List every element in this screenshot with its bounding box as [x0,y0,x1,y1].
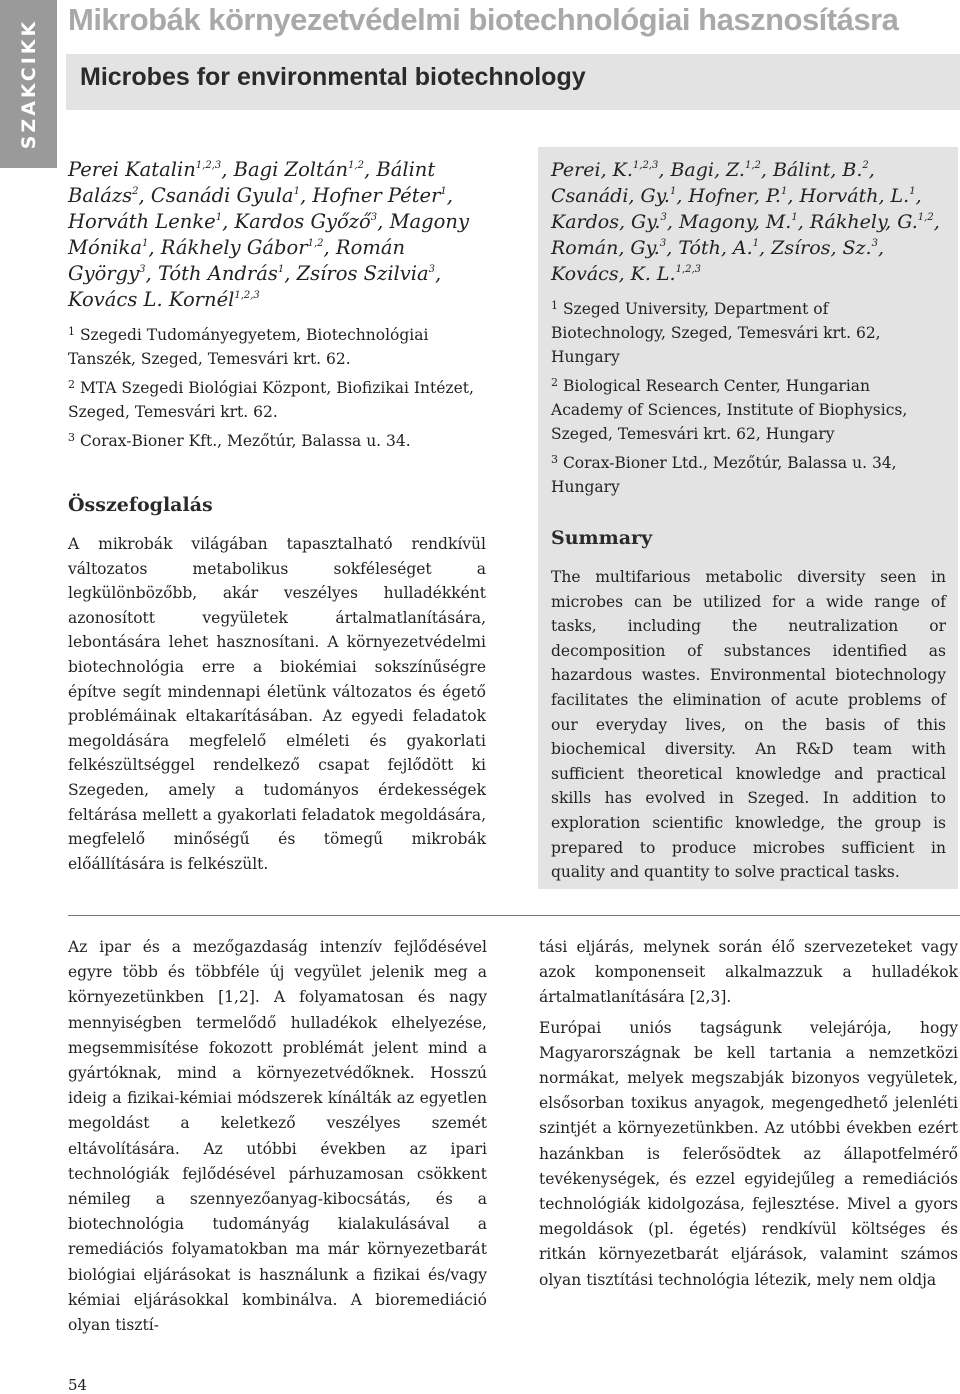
author-affiliation-marker: 1 [752,238,760,249]
author-name: Magony Mónika [68,210,469,259]
author-affiliation-marker: 3 [139,264,146,275]
author-name: Kovács, K. L. [551,263,676,285]
author-name: Bagi, Z. [670,159,745,181]
abstract-en-heading: Summary [551,527,653,549]
author-name: Magony, M. [678,211,792,233]
author-name: Perei, K. [551,159,633,181]
affiliation [551,451,946,499]
abstract-hu [68,494,486,876]
author-name: Kardos, Gy. [551,211,661,233]
affiliation-text: MTA Szegedi Biológiai Központ, Biofizikai Intézet, Szeged, Temesvári krt. 62. [68,379,474,421]
author-name: Román, Gy. [551,237,660,259]
author-name: Csanádi, Gy. [551,185,670,207]
author-affiliation-marker: 3 [428,264,436,275]
author-affiliation-marker: 1,2,3 [195,160,222,171]
author-affiliation-marker: 1 [215,212,223,223]
affiliation-text: Corax-Bioner Kft., Mezőtúr, Balassa u. 34. [79,432,411,450]
author-affiliation-marker: 3 [370,212,378,223]
author-name: Horváth, L. [799,185,910,207]
author-affiliation-marker: 1 [440,186,447,197]
author-affiliation-marker: 1 [780,186,788,197]
abstract-en-text: The multifarious metabolic diversity seen in microbes can be utilized for a wide range of tasks, including the neutralization or decomposition of substances identified as hazardous wastes. Environmental biotechnology facilitates the elimination of acute problems of our everyday lives, on the basis of this biochemical diversity. An R&D team with sufficient theoretical knowledge and practical skills has evolved in Szeged. In addition to exploration scientific knowledge, the group is prepared to produce microbes sufficient in quality and quantity to solve practical tasks. [551,568,946,882]
author-name: Bálint, B. [772,159,863,181]
english-title-band [66,54,960,110]
author-affiliation-marker: 1,2 [917,212,934,223]
author-affiliation-marker: 2 [862,160,869,171]
author-name: Kovács L. Kornél [68,288,235,311]
affiliation-text: Corax-Bioner Ltd., Mezőtúr, Balassa u. 34, Hungary [551,454,897,496]
author-name: Kardos Győző [234,210,371,233]
author-affiliation-marker: 3 [871,238,878,249]
author-affiliation-marker: 1 [293,186,300,197]
author-affiliation-marker: 1,2,3 [675,264,702,275]
author-name: Hofner, P. [688,185,781,207]
affiliation-text: Szeged University, Department of Biotechnology, Szeged, Temesvári krt. 62, Hungary [551,300,881,366]
author-name: Csanádi Gyula [150,184,294,207]
author-name: Zsíros Szilvia [296,262,429,285]
author-affiliation-marker: 1,2 [744,160,761,171]
author-affiliation-marker: 3 [660,212,667,223]
author-affiliation-marker: 2 [132,186,139,197]
affiliations-hu [68,323,488,453]
section-tab-label: SZAKCIKK [17,18,40,150]
author-name: Perei Katalin [68,158,196,181]
english-title: Microbes for environmental biotechnology [80,63,586,91]
section-tab [0,0,57,168]
abstract-hu-text: A mikrobák világában tapasztalható rendkívül változatos metabolikus sokféleséget a legkülönbözőbb, akár veszélyes hulladékként azonosított vegyületek ártalmatlanítására, lebontására lehet hasznosítani. A környezetvédelmi biotechnológia erre a biokémiai sokszínűségre építve segít mindennapi életünk változatos és égető problémáinak eltakarításában. Az egyedi feladatok megoldására megfelelő elméleti és gyakorlati felkészültséggel rendelkező csapat fejlődött ki Szegeden, amely a tudományos érdekességek feltárása mellett a gyakorlati feladatok megoldására, megfelelő minőségű és tömegű mikrobák előállítására is felkészült. [68,535,486,873]
authors-en: Perei, K.$^{1,2,3}$, Bagi, Z.$^{1,2}$, Bálint, B.$^2$, Csanádi, Gy.$^1$, Hofner, P.$^1$, Horváth, L.$^1$, Kardos, Gy.$^3$, Magony, M.$^1$, Rákhely, G.$^{1,2}$, Román, Gy.$^3$, Tóth, A.$^1$, Zsíros, Sz.$^3$, Kovács, K. L.$^{1,2,3}$ [551,159,940,285]
affiliation [551,374,946,446]
author-name: Román György [68,236,406,285]
author-affiliation-marker: 1 [791,212,798,223]
abstract-hu-heading: Összefoglalás [68,494,213,516]
author-name: Bagi Zoltán [233,158,349,181]
author-affiliation-marker: 1 [669,186,677,197]
page-number: 54 [68,1376,88,1394]
author-name: Bálint Balázs [68,158,436,207]
english-abstract-box [538,147,958,889]
authors-hu: Perei Katalin$^{1,2,3}$, Bagi Zoltán$^{1,2}$, Bálint Balázs$^2$, Csanádi Gyula$^1$, Hofner Péter$^1$, Horváth Lenke$^1$, Kardos Győző$^3$, Magony Mónika$^1$, Rákhely Gábor$^{1,2}$, Román György$^3$, Tóth András$^1$, Zsíros Szilvia$^3$, Kovács L. Kornél$^{1,2,3}$ [68,158,469,311]
body-paragraph: Az ipar és a mezőgazdaság intenzív fejlődésével egyre több és többféle új vegyület jelenik meg a környezetünkben [1,2]. A folyamatosan és nagy mennyiségben termelődő hulladékok elhelyezése, megsemmisítése fokozott problémát jelent mind a gyártóknak, mind a környezetvédőknek. Hosszú ideig a fizikai-kémiai módszerek kínálták az egyetlen megoldást a keletkező veszélyes szemét eltávolítására. Az utóbbi években az ipari technológiák fejlődésével párhuzamosan csökkent némileg a szennyezőanyag-kibocsátás, és a biotechnológia tudományág kialakulásával a remediációs folyamatokban ma már környezetbarát biológiai eljárásokat is használunk a fizikai és/vagy kémiai eljárásokkal kombinálva. A bioremediáció olyan tisztí- [68,938,487,1335]
author-name: Rákhely Gábor [160,236,308,259]
author-affiliation-marker: 1,2,3 [632,160,659,171]
affiliation-number: 2 [68,378,75,391]
affiliation-number: 3 [68,431,75,444]
body-column-right [539,935,958,1298]
author-affiliation-marker: 1,2 [307,238,324,249]
affiliation-text: Biological Research Center, Hungarian Academy of Sciences, Institute of Biophysics, Szeged, Temesvári krt. 62, Hungary [551,377,908,443]
affiliations-en [551,297,946,499]
affiliation [68,429,488,453]
affiliation [68,323,488,371]
body-column-left [68,935,487,1343]
affiliation [68,376,488,424]
affiliation-text: Szegedi Tudományegyetem, Biotechnológiai Tanszék, Szeged, Temesvári krt. 62. [68,326,429,368]
author-affiliation-marker: 1,2 [348,160,364,171]
author-affiliation-marker: 1 [277,264,285,275]
author-name: Zsíros, Sz. [771,237,872,259]
affiliation-number: 3 [551,453,558,466]
author-name: Tóth, A. [678,237,753,259]
affiliation-number: 1 [68,325,75,338]
affiliation-number: 2 [551,376,558,389]
author-name: Rákhely, G. [809,211,918,233]
author-affiliation-marker: 1,2,3 [234,290,260,301]
affiliation-number: 1 [551,299,558,312]
author-name: Horváth Lenke [68,210,216,233]
author-name: Tóth András [157,262,278,285]
hungarian-header-block [68,157,488,458]
author-name: Hofner Péter [312,184,441,207]
body-paragraph: tási eljárás, melynek során élő szervezeteket vagy azok komponenseit alkalmazzuk a hulladékok ártalmatlanítására [2,3]. [539,938,958,1007]
page-title: Mikrobák környezetvédelmi biotechnológiai hasznosításra [68,2,899,37]
affiliation [551,297,946,369]
author-affiliation-marker: 1 [141,238,149,249]
divider [68,915,960,916]
author-affiliation-marker: 3 [659,238,667,249]
author-affiliation-marker: 1 [909,186,916,197]
body-paragraph: Európai uniós tagságunk velejárója, hogy Magyarországnak be kell tartania a nemzetközi normákat, melyek megszabják bizonyos vegyületek, elsősorban toxikus anyagok, megengedhető jelenléti szintjét a környezetünkben. Az utóbbi években ezért hazánkban is felerősödtek az állapotfelmérő tevékenységek, és ezzel egyidejűleg a remediációs technológiák kidolgozása, fejlesztése. Mivel a gyors megoldások (pl. égetés) rendkívül költséges és ritkán környezetbarát eljárások, valamint számos olyan tisztítási technológia létezik, mely nem oldja [539,1018,958,1289]
